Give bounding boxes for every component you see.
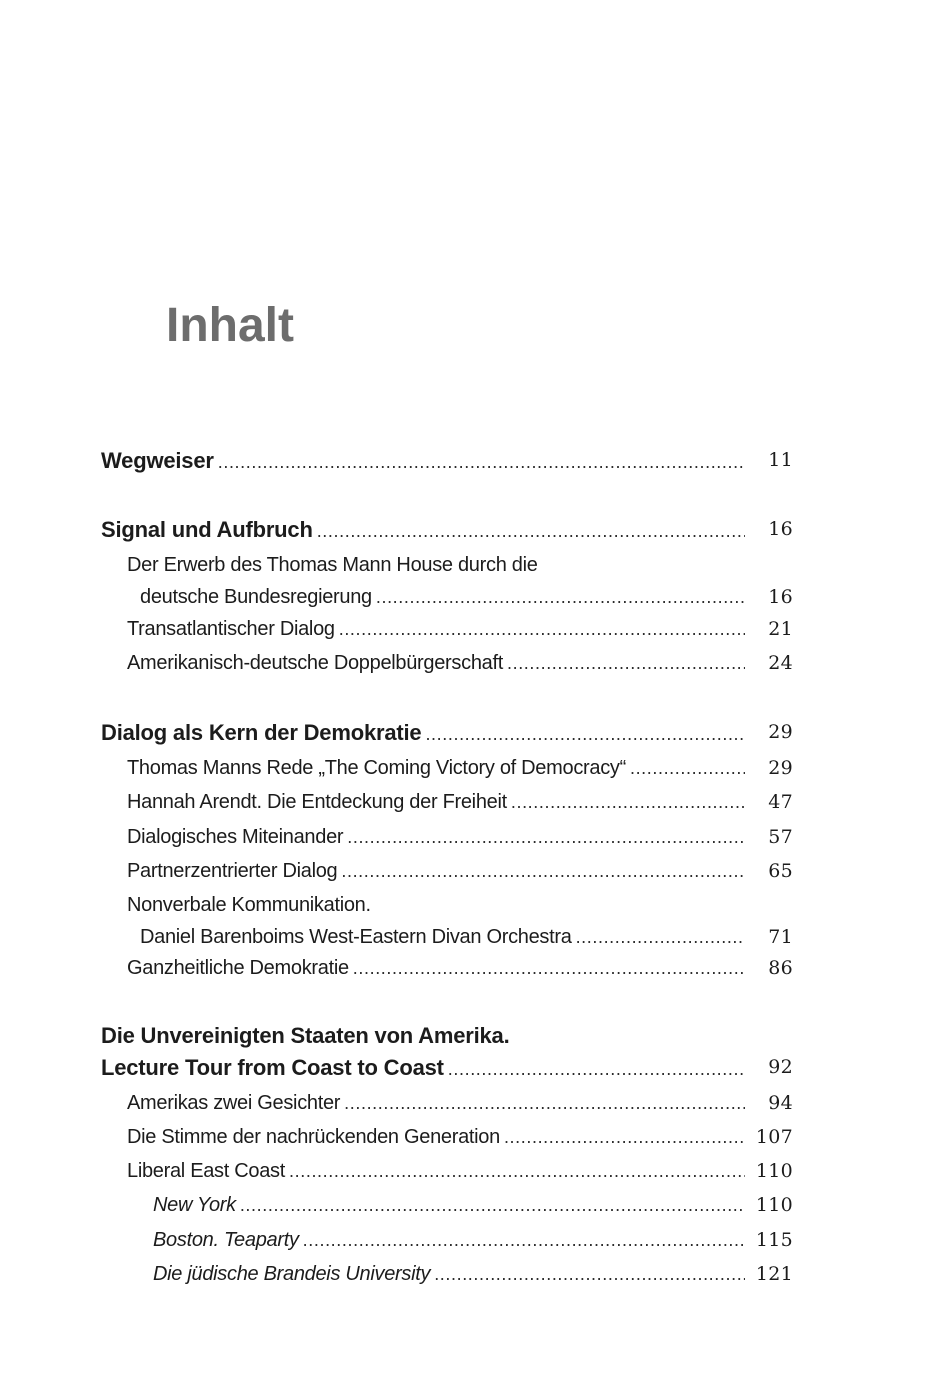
toc-page-number: 86 <box>768 957 793 979</box>
toc-chapter-unvereinigte-staaten[interactable] <box>101 1023 793 1088</box>
dot-leader <box>511 790 745 815</box>
toc-entry-title: Liberal East Coast <box>127 1160 286 1182</box>
toc-entry-title-line1: Der Erwerb des Thomas Mann House durch die <box>127 554 538 576</box>
toc-page-number: 115 <box>755 1229 793 1251</box>
dot-leader <box>504 1125 745 1150</box>
toc-entry-title: Boston. Teaparty <box>153 1229 299 1251</box>
dot-leader <box>289 1159 745 1184</box>
dot-leader <box>339 617 745 642</box>
toc-page-number: 24 <box>768 652 793 674</box>
toc-entry-ganzheitliche-demokratie[interactable] <box>127 956 793 989</box>
toc-page-number: 57 <box>768 826 793 848</box>
toc-page-number: 16 <box>768 586 793 608</box>
toc-entry-transatlantischer-dialog[interactable] <box>127 617 793 650</box>
dot-leader <box>448 1057 745 1082</box>
dot-leader <box>344 1091 745 1116</box>
toc-page-number: 29 <box>768 757 793 779</box>
toc-entry-thomas-manns-rede[interactable] <box>127 756 793 789</box>
toc-entry-title-line2: Daniel Barenboims West-Eastern Divan Orchestra <box>140 926 572 948</box>
toc-page-number: 107 <box>755 1126 793 1148</box>
dot-leader <box>303 1228 745 1253</box>
toc-chapter-signal-und-aufbruch[interactable] <box>101 517 793 550</box>
toc-chapter-dialog-als-kern[interactable] <box>101 720 793 753</box>
dot-leader <box>341 859 745 884</box>
toc-entry-title: Ganzheitliche Demokratie <box>127 957 349 979</box>
dot-leader <box>240 1193 745 1218</box>
toc-page-number: 21 <box>768 618 793 640</box>
toc-entry-doppelbuergerschaft[interactable] <box>127 651 793 684</box>
toc-chapter-title-line1: Die Unvereinigten Staaten von Amerika. <box>101 1023 510 1048</box>
toc-entry-partnerzentrierter-dialog[interactable] <box>127 859 793 892</box>
toc-page-number: 121 <box>755 1263 793 1285</box>
dot-leader <box>347 825 745 850</box>
toc-page-number: 29 <box>768 721 793 743</box>
toc-entry-liberal-east-coast[interactable] <box>127 1159 793 1192</box>
toc-page-number: 71 <box>768 926 793 948</box>
dot-leader <box>317 519 745 544</box>
toc-entry-amerikas-zwei-gesichter[interactable] <box>127 1091 793 1124</box>
toc-chapter-title-line2: Lecture Tour from Coast to Coast <box>101 1055 444 1080</box>
toc-page-number: 11 <box>768 449 793 471</box>
toc-entry-title: Dialogisches Miteinander <box>127 826 344 848</box>
toc-page-number: 16 <box>768 518 793 540</box>
dot-leader <box>630 756 745 781</box>
toc-entry-thomas-mann-house[interactable] <box>127 553 793 618</box>
toc-entry-title: New York <box>153 1194 236 1216</box>
dot-leader <box>507 651 745 676</box>
toc-entry-dialogisches-miteinander[interactable] <box>127 825 793 858</box>
toc-entry-title-line1: Nonverbale Kommunikation. <box>127 894 371 916</box>
dot-leader <box>576 925 745 950</box>
page-title: Inhalt <box>166 299 294 352</box>
toc-subentry-boston[interactable] <box>153 1228 793 1261</box>
toc-entry-title: Transatlantischer Dialog <box>127 618 335 640</box>
toc-entry-title: Hannah Arendt. Die Entdeckung der Freiheit <box>127 791 507 813</box>
toc-entry-hannah-arendt[interactable] <box>127 790 793 823</box>
toc-page-number: 94 <box>768 1092 793 1114</box>
toc-entry-title: Die jüdische Brandeis University <box>153 1263 431 1285</box>
dot-leader <box>218 450 745 475</box>
toc-entry-title: Amerikas zwei Gesichter <box>127 1092 341 1114</box>
toc-subentry-new-york[interactable] <box>153 1193 793 1226</box>
dot-leader <box>434 1262 745 1287</box>
toc-chapter-title: Wegweiser <box>101 448 214 473</box>
toc-entry-stimme-der-generation[interactable] <box>127 1125 793 1158</box>
toc-page-number: 110 <box>755 1160 793 1182</box>
toc-entry-nonverbale-kommunikation[interactable] <box>127 893 793 958</box>
toc-entry-title-line2: deutsche Bundesregierung <box>140 586 372 608</box>
toc-entry-title: Die Stimme der nachrückenden Generation <box>127 1126 500 1148</box>
toc-chapter-title: Signal und Aufbruch <box>101 517 313 542</box>
toc-subentry-brandeis[interactable] <box>153 1262 793 1295</box>
dot-leader <box>425 722 745 747</box>
dot-leader <box>376 585 745 610</box>
toc-chapter-title: Dialog als Kern der Demokratie <box>101 720 422 745</box>
toc-entry-title: Partnerzentrierter Dialog <box>127 860 338 882</box>
toc-page-number: 47 <box>768 791 793 813</box>
toc-entry-title: Thomas Manns Rede „The Coming Victory of Democracy“ <box>127 757 626 779</box>
toc-page-number: 92 <box>768 1056 793 1078</box>
toc-page-number: 65 <box>768 860 793 882</box>
toc-chapter-wegweiser[interactable] <box>101 448 793 481</box>
dot-leader <box>353 956 745 981</box>
toc-page-number: 110 <box>755 1194 793 1216</box>
toc-entry-title: Amerikanisch-deutsche Doppelbürgerschaft <box>127 652 503 674</box>
